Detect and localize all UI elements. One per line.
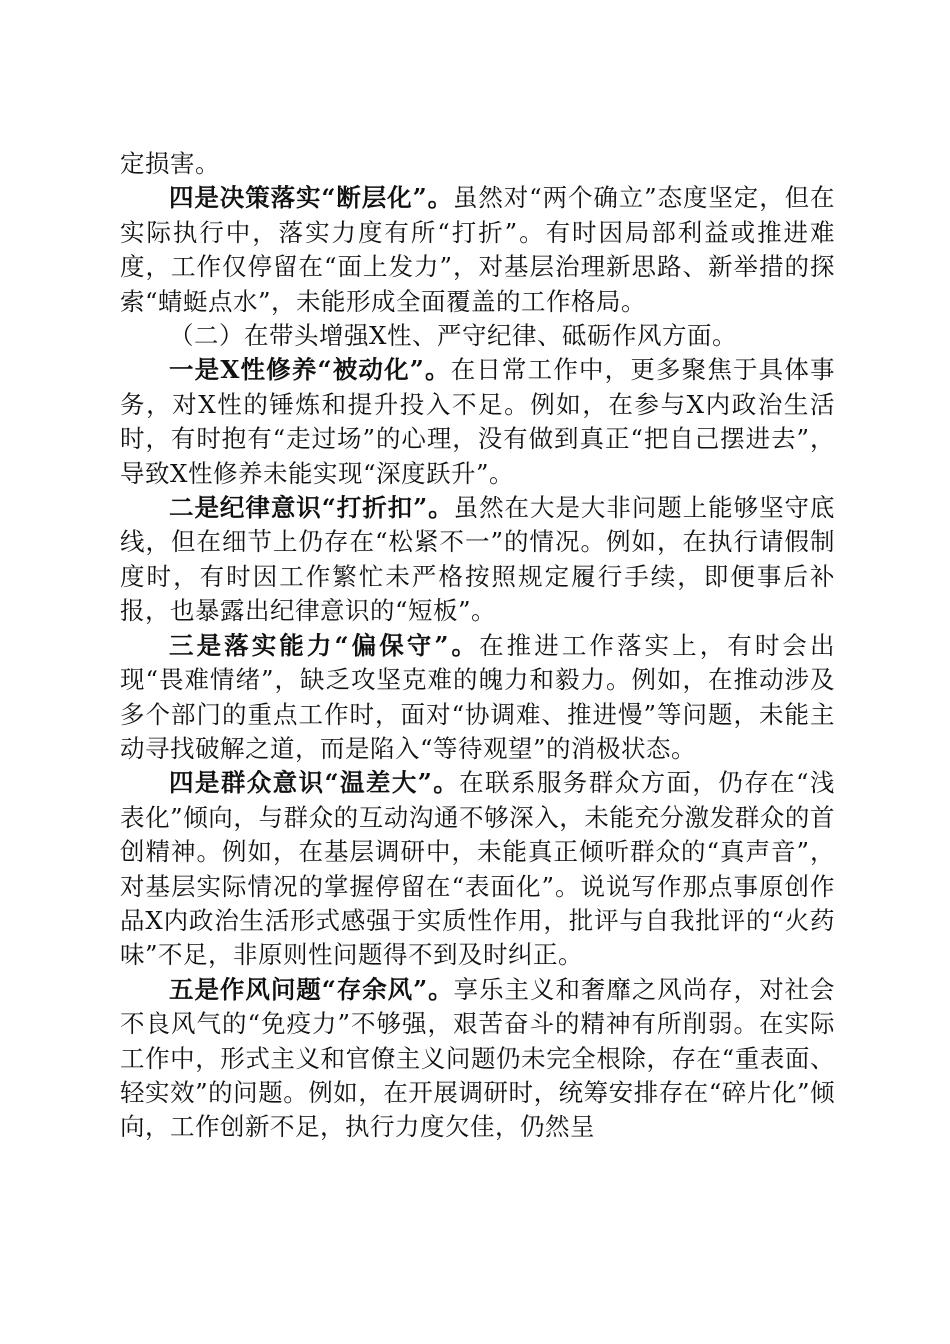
paragraph-body: 享乐主义和奢靡之风尚存，对社会不良风气的“免疫力”不够强，艰苦奋斗的精神有所削弱。在实际工作中，形式主义和官僚主义问题仍未完全根除，存在“重表面、轻实效”的问题。例如，在开展调研时，统筹安排存在“碎片化”倾向，工作创新不足，执行力度欠佳，仍然呈 — [120, 974, 835, 1142]
paragraph-lead: 三是落实能力“偏保守”。 — [169, 630, 480, 660]
paragraph-body: 在联系服务群众方面，仍存在“浅表化”倾向，与群众的互动沟通不够深入，未能充分激发群众的首创精神。例如，在基层调研中，未能真正倾听群众的“真声音”，对基层实际情况的掌握停留在“表面化”。说说写作那点事原创作品X内政治生活形式感强于实质性作用，批评与自我批评的“火药味”不足，非原则性问题得不到及时纠正。 — [120, 768, 836, 970]
paragraph-body: 在日常工作中，更多聚焦于具体事务，对X性的锤炼和提升投入不足。例如，在参与X内政治生活时，有时抱有“走过场”的心理，没有做到真正“把自己摆进去”，导致X性修养未能实现“深度跃升”。 — [120, 355, 835, 488]
section-heading-text: （二）在带头增强X性、严守纪律、砥砺作风方面。 — [169, 321, 737, 351]
section-heading — [120, 319, 835, 353]
paragraph-party-cultivation — [120, 353, 835, 491]
paragraph-body: 在推进工作落实上，有时会出现“畏难情绪”，缺乏攻坚克难的魄力和毅力。例如，在推动涉及多个部门的重点工作时，面对“协调难、推进慢”等问题，未能主动寻找破解之道，而是陷入“等待观望”的消极状态。 — [120, 630, 835, 763]
paragraph-body: 定损害。 — [120, 149, 220, 178]
paragraph-lead: 四是决策落实“断层化”。 — [169, 183, 453, 213]
paragraph-lead: 一是X性修养“被动化”。 — [169, 355, 451, 385]
paragraph-body: 虽然在大是大非问题上能够坚守底线，但在细节上仍存在“松紧不一”的情况。例如，在执行请假制度时，有时因工作繁忙未严格按照规定履行手续，即便事后补报，也暴露出纪律意识的“短板”。 — [120, 493, 835, 626]
paragraph-mass-awareness — [120, 766, 835, 972]
paragraph-work-style — [120, 973, 835, 1145]
paragraph-implementation-ability — [120, 629, 835, 767]
paragraph-lead: 二是纪律意识“打折扣”。 — [169, 493, 454, 523]
paragraph-body: 虽然对“两个确立”态度坚定，但在实际执行中，落实力度有所“打折”。有时因局部利益或推进难度，工作仅停留在“面上发力”，对基层治理新思路、新举措的探索“蜻蜓点水”，未能形成全面覆盖的工作格局。 — [120, 183, 835, 316]
paragraph-decision-implementation — [120, 181, 835, 319]
paragraph-lead: 四是群众意识“温差大”。 — [169, 768, 460, 798]
paragraph-discipline — [120, 491, 835, 629]
paragraph-lead: 五是作风问题“存余风”。 — [169, 974, 454, 1004]
paragraph-continuation — [120, 147, 835, 181]
document-page — [120, 147, 835, 1145]
